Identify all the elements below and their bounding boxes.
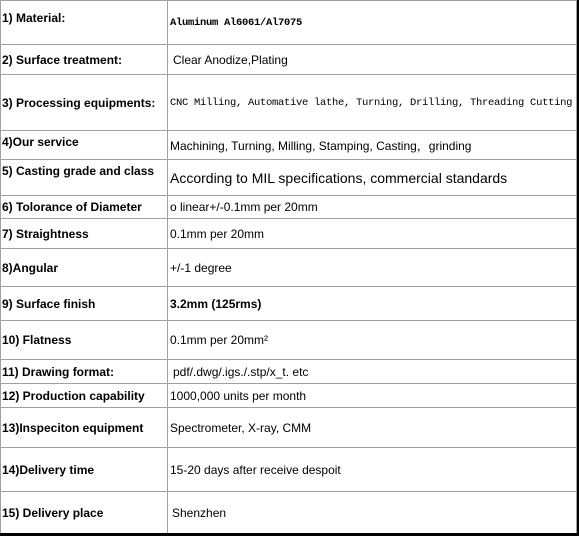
- row-label: 6) Tolorance of Diameter: [1, 196, 168, 219]
- row-value: 0.1mm per 20mm²: [168, 321, 577, 360]
- row-label: 1) Material:: [1, 1, 168, 45]
- row-value: 3.2mm (125rms): [168, 287, 577, 321]
- row-value: According to MIL specifications, commercial standards: [168, 160, 577, 196]
- row-label: 12) Production capability: [1, 384, 168, 408]
- table-row: [1, 408, 577, 448]
- table-row: [1, 492, 577, 534]
- row-value: +/-1 degree: [168, 249, 577, 287]
- row-label: 11) Drawing format:: [1, 360, 168, 384]
- row-value: Clear Anodize,Plating: [168, 45, 577, 75]
- row-label: 14)Delivery time: [1, 448, 168, 492]
- table-row: [1, 321, 577, 360]
- row-label: 2) Surface treatment:: [1, 45, 168, 75]
- row-label: 7) Straightness: [1, 219, 168, 249]
- table-row: [1, 75, 577, 131]
- row-value: Aluminum Al6061/Al7075: [168, 1, 577, 45]
- row-label: 13)Inspeciton equipment: [1, 408, 168, 448]
- row-label: 4)Our service: [1, 131, 168, 160]
- table-row: [1, 360, 577, 384]
- table-row: [1, 196, 577, 219]
- row-value: o linear+/-0.1mm per 20mm: [168, 196, 577, 219]
- table-row: [1, 384, 577, 408]
- row-value: Spectrometer, X-ray, CMM: [168, 408, 577, 448]
- table-row: [1, 131, 577, 160]
- row-value: Shenzhen: [168, 492, 577, 534]
- row-label: 3) Processing equipments:: [1, 75, 168, 131]
- row-value: CNC Milling, Automative lathe, Turning, Drilling, Threading Cutting: [168, 75, 577, 131]
- table-row: [1, 249, 577, 287]
- table-row: [1, 219, 577, 249]
- row-value: 1000,000 units per month: [168, 384, 577, 408]
- row-value: pdf/.dwg/.igs./.stp/x_t. etc: [168, 360, 577, 384]
- row-value: 15-20 days after receive despoit: [168, 448, 577, 492]
- row-label: 10) Flatness: [1, 321, 168, 360]
- row-label: 15) Delivery place: [1, 492, 168, 534]
- table-row: [1, 160, 577, 196]
- table-row: [1, 448, 577, 492]
- row-value: 0.1mm per 20mm: [168, 219, 577, 249]
- row-value: Machining, Turning, Milling, Stamping, Casting，grinding: [168, 131, 577, 160]
- table-row: [1, 45, 577, 75]
- row-label: 8)Angular: [1, 249, 168, 287]
- table-row: [1, 1, 577, 45]
- table-row: [1, 287, 577, 321]
- row-label: 5) Casting grade and class: [1, 160, 168, 196]
- row-label: 9) Surface finish: [1, 287, 168, 321]
